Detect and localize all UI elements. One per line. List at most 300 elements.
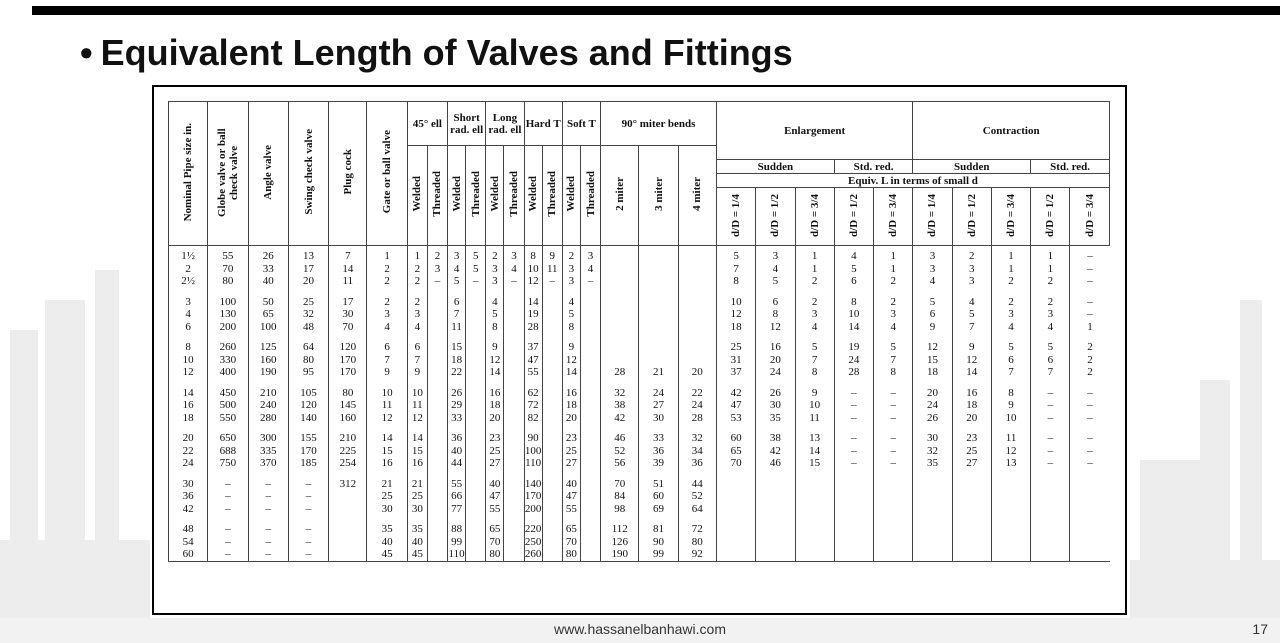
table-cell: 210	[329, 424, 367, 445]
header-hard-threaded: Threaded	[542, 146, 562, 246]
table-cell	[639, 263, 678, 276]
table-cell: 3	[580, 246, 600, 263]
table-cell	[504, 445, 524, 458]
table-cell	[542, 445, 562, 458]
table-cell: 70	[486, 536, 504, 549]
table-cell: 3	[952, 263, 991, 276]
table-cell	[991, 515, 1030, 536]
table-cell: 185	[288, 457, 328, 470]
table-cell	[427, 354, 447, 367]
footer-url: www.hassanelbanhawi.com	[554, 621, 726, 637]
table-cell: 54	[169, 536, 208, 549]
table-cell: 126	[601, 536, 639, 549]
table-cell	[542, 490, 562, 503]
table-cell: 4	[367, 321, 407, 334]
table-cell: –	[208, 536, 248, 549]
table-cell: –	[874, 424, 913, 445]
table-cell: 69	[639, 503, 678, 516]
table-cell	[542, 470, 562, 491]
table-cell: 5	[991, 333, 1030, 354]
table-cell: 18	[716, 321, 755, 334]
table-cell	[913, 503, 952, 516]
table-row	[169, 308, 1110, 321]
table-cell	[678, 308, 716, 321]
table-cell: 12	[913, 333, 952, 354]
table-cell: 11	[795, 412, 834, 425]
table-row	[169, 503, 1110, 516]
table-cell	[678, 246, 716, 263]
table-cell	[874, 515, 913, 536]
header-soft-welded: Welded	[562, 146, 580, 246]
table-cell: 46	[601, 424, 639, 445]
table-cell: 3	[486, 275, 504, 288]
table-cell: 500	[208, 399, 248, 412]
table-cell	[580, 503, 600, 516]
table-cell: 80	[288, 354, 328, 367]
table-cell: –	[1070, 445, 1110, 458]
table-cell	[639, 354, 678, 367]
table-cell	[542, 366, 562, 379]
table-cell	[874, 490, 913, 503]
table-cell: 60	[716, 424, 755, 445]
table-cell	[504, 536, 524, 549]
table-cell: 1	[407, 246, 427, 263]
table-cell	[716, 470, 755, 491]
table-cell: 2	[1070, 354, 1110, 367]
table-cell: 14	[795, 445, 834, 458]
table-cell: 20	[952, 412, 991, 425]
table-cell: 24	[756, 366, 795, 379]
table-cell	[678, 263, 716, 276]
table-cell: 12	[169, 366, 208, 379]
table-cell: 100	[208, 288, 248, 309]
table-cell: 15	[407, 445, 427, 458]
table-cell: 3	[795, 308, 834, 321]
table-cell: 35	[756, 412, 795, 425]
table-cell: 2	[367, 288, 407, 309]
table-cell: 220	[524, 515, 542, 536]
table-cell: 47	[716, 399, 755, 412]
table-cell: 2	[1031, 288, 1070, 309]
table-cell: 4	[448, 263, 466, 276]
table-cell	[913, 470, 952, 491]
table-cell	[1070, 536, 1110, 549]
table-cell	[427, 321, 447, 334]
table-cell	[1031, 515, 1070, 536]
table-cell: 5	[795, 333, 834, 354]
table-cell: 44	[678, 470, 716, 491]
table-cell: 9	[542, 246, 562, 263]
table-cell: 155	[288, 424, 328, 445]
table-cell: 70	[208, 263, 248, 276]
table-cell: 18	[169, 412, 208, 425]
table-cell: –	[874, 399, 913, 412]
table-cell: 6	[448, 288, 466, 309]
table-cell: 11	[367, 399, 407, 412]
header-miter2: 2 miter	[601, 146, 639, 246]
table-cell: 10	[834, 308, 873, 321]
table-cell: 65	[248, 308, 288, 321]
table-cell: 19	[524, 308, 542, 321]
table-cell	[504, 548, 524, 561]
table-cell: 80	[562, 548, 580, 561]
table-cell: 42	[716, 379, 755, 400]
table-cell: 2	[562, 246, 580, 263]
table-cell	[580, 457, 600, 470]
table-cell: 35	[407, 515, 427, 536]
table-cell: –	[427, 275, 447, 288]
table-cell: 44	[448, 457, 466, 470]
table-cell: –	[1070, 275, 1110, 288]
table-cell	[678, 333, 716, 354]
table-cell: –	[208, 548, 248, 561]
table-cell: 190	[248, 366, 288, 379]
table-cell	[756, 470, 795, 491]
table-cell: 4	[562, 288, 580, 309]
table-cell: 10	[524, 263, 542, 276]
table-cell: –	[248, 503, 288, 516]
table-cell: 51	[639, 470, 678, 491]
table-cell	[542, 399, 562, 412]
table-cell	[427, 515, 447, 536]
table-cell: 370	[248, 457, 288, 470]
table-cell: 6	[991, 354, 1030, 367]
table-cell: –	[288, 470, 328, 491]
table-cell: 16	[562, 379, 580, 400]
table-cell: 4	[1031, 321, 1070, 334]
header-equiv: Equiv. L in terms of small d	[716, 174, 1109, 188]
table-cell: 10	[407, 379, 427, 400]
table-cell: 3	[486, 263, 504, 276]
table-row	[169, 275, 1110, 288]
table-cell: 36	[639, 445, 678, 458]
header-miter3: 3 miter	[639, 146, 678, 246]
table-cell: 5	[448, 275, 466, 288]
table-cell: 60	[169, 548, 208, 561]
table-cell: 9	[367, 366, 407, 379]
table-cell: 22	[169, 445, 208, 458]
table-cell: 17	[329, 288, 367, 309]
table-cell	[991, 548, 1030, 561]
table-cell: 4	[991, 321, 1030, 334]
table-cell: 30	[367, 503, 407, 516]
table-cell: 12	[407, 412, 427, 425]
table-cell: 27	[952, 457, 991, 470]
table-cell: 330	[208, 354, 248, 367]
table-cell: 30	[169, 470, 208, 491]
table-cell	[580, 515, 600, 536]
table-cell	[427, 366, 447, 379]
table-cell: 14	[486, 366, 504, 379]
header-gate: Gate or ball valve	[367, 102, 407, 246]
table-cell: 5	[834, 263, 873, 276]
table-cell: 37	[524, 333, 542, 354]
table-cell	[874, 548, 913, 561]
table-cell: 140	[288, 412, 328, 425]
table-cell	[834, 548, 873, 561]
table-cell: 3	[407, 308, 427, 321]
table-cell: 27	[639, 399, 678, 412]
table-cell: 12	[716, 308, 755, 321]
table-cell: 8	[716, 275, 755, 288]
table-cell: 3	[504, 246, 524, 263]
table-cell: 25	[486, 445, 504, 458]
table-cell: 160	[329, 412, 367, 425]
table-cell: –	[288, 490, 328, 503]
table-cell	[639, 308, 678, 321]
table-cell: 33	[248, 263, 288, 276]
table-cell: 16	[486, 379, 504, 400]
table-cell: 7	[991, 366, 1030, 379]
table-cell	[466, 490, 486, 503]
table-cell: 14	[524, 288, 542, 309]
table-cell: 55	[448, 470, 466, 491]
table-cell: –	[1031, 424, 1070, 445]
table-cell: –	[208, 470, 248, 491]
table-cell	[329, 548, 367, 561]
table-cell: 80	[678, 536, 716, 549]
table-cell	[580, 490, 600, 503]
table-cell	[504, 470, 524, 491]
table-cell: –	[288, 515, 328, 536]
table-cell: 6	[407, 333, 427, 354]
table-cell: 2	[1070, 333, 1110, 354]
table-cell: 4	[504, 263, 524, 276]
table-cell: 160	[248, 354, 288, 367]
table-cell	[795, 515, 834, 536]
table-cell: 40	[248, 275, 288, 288]
table-cell: 2	[407, 288, 427, 309]
table-cell	[601, 246, 639, 263]
table-cell: 20	[486, 412, 504, 425]
table-cell	[504, 354, 524, 367]
table-cell	[834, 515, 873, 536]
table-cell	[756, 515, 795, 536]
table-row	[169, 263, 1110, 276]
table-cell: 2	[407, 275, 427, 288]
table-cell: –	[1031, 379, 1070, 400]
table-cell	[427, 424, 447, 445]
table-cell: 240	[248, 399, 288, 412]
table-cell: 40	[562, 470, 580, 491]
table-cell	[542, 333, 562, 354]
table-cell: 15	[448, 333, 466, 354]
table-row	[169, 445, 1110, 458]
table-cell: 30	[407, 503, 427, 516]
table-cell	[504, 515, 524, 536]
table-cell: 25	[407, 490, 427, 503]
table-cell: 13	[991, 457, 1030, 470]
table-cell	[874, 536, 913, 549]
table-cell: 13	[795, 424, 834, 445]
table-cell: 2	[407, 263, 427, 276]
table-cell: 6	[367, 333, 407, 354]
table-cell: 72	[678, 515, 716, 536]
table-cell: 3	[913, 246, 952, 263]
table-cell: 20	[913, 379, 952, 400]
table-cell: 24	[834, 354, 873, 367]
table-cell: 47	[524, 354, 542, 367]
table-cell	[427, 399, 447, 412]
table-cell: 56	[601, 457, 639, 470]
header-con-d12: d/D = 1/2	[952, 188, 991, 246]
table-cell: 28	[524, 321, 542, 334]
table-cell	[466, 424, 486, 445]
table-cell: 6	[834, 275, 873, 288]
table-cell: 8	[169, 333, 208, 354]
table-cell: 52	[601, 445, 639, 458]
table-cell: 6	[1031, 354, 1070, 367]
table-cell	[466, 321, 486, 334]
table-cell: –	[1070, 263, 1110, 276]
table-cell: 2	[991, 288, 1030, 309]
header-long-threaded: Threaded	[504, 146, 524, 246]
table-cell: 250	[524, 535, 542, 548]
table-cell: –	[466, 275, 486, 288]
table-cell: 11	[991, 424, 1030, 445]
table-cell	[601, 263, 639, 276]
table-cell: 16	[952, 379, 991, 400]
table-cell: 25	[562, 445, 580, 458]
table-cell: –	[1031, 445, 1070, 458]
slide-title-text: Equivalent Length of Valves and Fittings	[100, 32, 793, 73]
table-cell: 11	[407, 399, 427, 412]
table-cell: 24	[678, 399, 716, 412]
table-cell: 82	[524, 412, 542, 425]
header-short-welded: Welded	[448, 146, 466, 246]
table-cell: –	[874, 445, 913, 458]
table-cell: 130	[208, 308, 248, 321]
table-cell	[580, 366, 600, 379]
table-cell: 88	[448, 515, 466, 536]
table-cell: 112	[601, 515, 639, 536]
table-cell	[427, 536, 447, 549]
table-cell: 3	[427, 263, 447, 276]
table-cell: 14	[407, 424, 427, 445]
table-cell: 16	[169, 399, 208, 412]
table-cell: 8	[874, 366, 913, 379]
table-cell	[716, 503, 755, 516]
table-cell: 145	[329, 399, 367, 412]
table-cell: 16	[367, 457, 407, 470]
table-cell: 35	[913, 457, 952, 470]
table-cell: 20	[169, 424, 208, 445]
table-cell	[427, 457, 447, 470]
table-cell: 55	[524, 366, 542, 379]
table-cell: 95	[288, 366, 328, 379]
table-cell: 45	[367, 548, 407, 561]
table-cell: 1	[991, 246, 1030, 263]
table-cell: 64	[678, 503, 716, 516]
table-cell: 12	[367, 412, 407, 425]
table-cell	[913, 515, 952, 536]
table-row	[169, 333, 1110, 354]
table-cell: 5	[1031, 333, 1070, 354]
table-cell: 3	[448, 246, 466, 263]
table-cell: 26	[756, 379, 795, 400]
table-cell: 42	[756, 445, 795, 458]
table-cell: 6	[756, 288, 795, 309]
table-cell: 70	[716, 457, 755, 470]
table-cell: 9	[562, 333, 580, 354]
table-cell: 21	[407, 470, 427, 491]
table-cell	[874, 470, 913, 491]
table-cell: –	[288, 548, 328, 561]
table-cell: 81	[639, 515, 678, 536]
table-cell: 12	[562, 354, 580, 367]
table-cell: 2	[795, 288, 834, 309]
table-cell: –	[1070, 457, 1110, 470]
table-cell	[542, 379, 562, 400]
table-cell	[466, 515, 486, 536]
table-cell: 120	[288, 399, 328, 412]
table-cell	[639, 321, 678, 334]
table-cell	[542, 548, 562, 561]
table-cell: 1	[1031, 246, 1070, 263]
header-long-welded: Welded	[486, 146, 504, 246]
table-cell: –	[834, 445, 873, 458]
table-cell: –	[874, 379, 913, 400]
table-cell	[601, 333, 639, 354]
table-cell: 25	[952, 445, 991, 458]
table-row	[169, 366, 1110, 379]
table-cell: 1	[874, 263, 913, 276]
table-cell	[504, 503, 524, 516]
table-cell	[504, 412, 524, 425]
table-cell	[991, 503, 1030, 516]
table-cell: 65	[716, 445, 755, 458]
table-cell	[952, 515, 991, 536]
table-cell: 36	[448, 424, 466, 445]
table-cell: 42	[601, 412, 639, 425]
table-cell: 2	[367, 263, 407, 276]
table-cell	[329, 503, 367, 516]
table-cell: 7	[952, 321, 991, 334]
table-cell	[466, 288, 486, 309]
table-cell	[580, 354, 600, 367]
table-cell	[542, 321, 562, 334]
table-cell: 32	[288, 308, 328, 321]
table-cell: 1	[991, 263, 1030, 276]
table-cell: 18	[913, 366, 952, 379]
table-cell: 22	[678, 379, 716, 400]
table-row	[169, 515, 1110, 536]
table-cell: 92	[678, 548, 716, 561]
table-cell: 2	[169, 263, 208, 276]
table-cell: 98	[601, 503, 639, 516]
table-cell: 7	[329, 246, 367, 263]
table-cell	[542, 354, 562, 367]
table-cell	[795, 536, 834, 549]
table-cell: 260	[208, 333, 248, 354]
table-cell: 4	[834, 246, 873, 263]
table-cell: 25	[367, 490, 407, 503]
table-cell: 11	[542, 263, 562, 276]
table-cell: 4	[913, 275, 952, 288]
table-cell: 4	[169, 308, 208, 321]
table-cell	[580, 548, 600, 561]
header-miter: 90° miter bends	[601, 102, 717, 146]
table-cell	[580, 321, 600, 334]
table-cell	[952, 548, 991, 561]
table-cell	[427, 379, 447, 400]
table-cell	[716, 515, 755, 536]
table-cell: 27	[486, 457, 504, 470]
table-cell: 7	[874, 354, 913, 367]
table-cell: 1	[367, 246, 407, 263]
table-cell: 99	[639, 548, 678, 561]
table-cell: 11	[329, 275, 367, 288]
